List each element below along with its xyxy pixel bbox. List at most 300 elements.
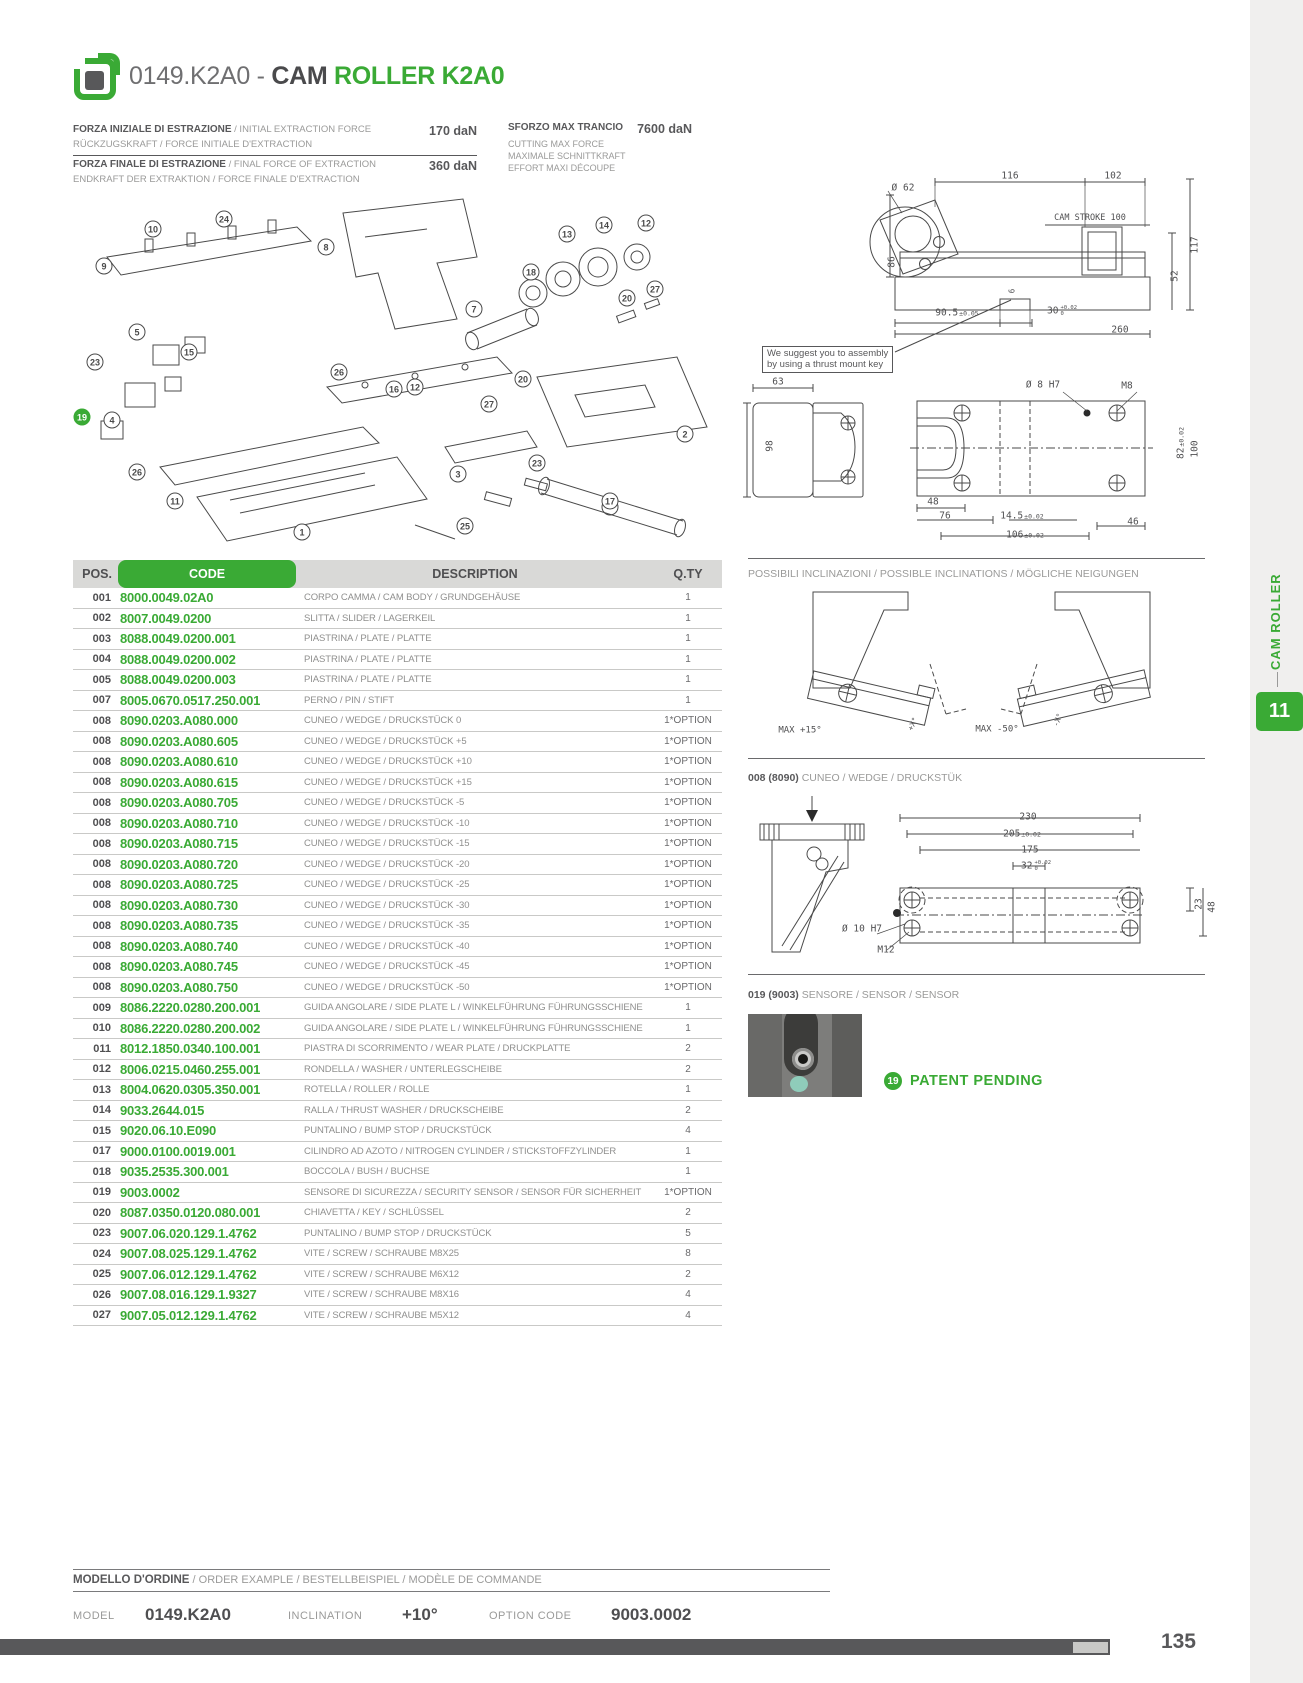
- cell-qty: 1*OPTION: [664, 920, 712, 932]
- cell-code: 9007.05.012.129.1.4762: [120, 1307, 257, 1323]
- cell-qty: 1: [685, 633, 691, 645]
- cell-qty: 1: [685, 1145, 691, 1157]
- wedge-desc: CUNEO / WEDGE / DRUCKSTÜK: [798, 772, 963, 784]
- section-divider: [748, 558, 1205, 559]
- dimension-label: 63: [772, 376, 784, 388]
- cell-description: PIASTRINA / PLATE / PLATTE: [304, 633, 432, 645]
- cell-qty: 1: [685, 653, 691, 665]
- cell-pos: 026: [92, 1288, 111, 1301]
- cell-description: PERNO / PIN / STIFT: [304, 694, 394, 706]
- page-number: 135: [1160, 1630, 1196, 1653]
- balloon-1: 1: [294, 524, 311, 541]
- order-title-rest: / ORDER EXAMPLE / BESTELLBEISPIEL / MODÈLE DE COMMANDE: [189, 1574, 542, 1586]
- balloon-18: 18: [523, 264, 540, 281]
- cell-qty: 1*OPTION: [664, 899, 712, 911]
- cell-code: 8090.0203.A080.705: [120, 795, 238, 811]
- option-code-label: OPTION CODE: [489, 1610, 572, 1622]
- cell-pos: 018: [92, 1165, 111, 1178]
- table-row: [73, 1142, 722, 1163]
- balloon-27: 27: [647, 281, 664, 298]
- balloon-26: 26: [129, 464, 146, 481]
- col-header-pos: POS.: [82, 567, 112, 581]
- dimension-label: 205±0.02: [1003, 828, 1041, 840]
- cell-code: 9033.2644.015: [120, 1102, 205, 1118]
- cell-pos: 007: [92, 694, 111, 707]
- cell-description: CUNEO / WEDGE / DRUCKSTÜCK 0: [304, 715, 462, 727]
- cell-pos: 005: [92, 673, 111, 686]
- tolerance-label: ±0.02: [1021, 830, 1041, 839]
- dimension-label: MAX +15°: [778, 725, 822, 736]
- page-title: [129, 62, 504, 91]
- table-row: [73, 1203, 722, 1224]
- cell-pos: 008: [92, 735, 111, 748]
- dimension-label: Ø 10 H7: [841, 923, 883, 935]
- cell-code: 8088.0049.0200.002: [120, 651, 236, 667]
- cell-description: SENSORE DI SICUREZZA / SECURITY SENSOR / SENSOR FÜR SICHERHEIT: [304, 1186, 642, 1198]
- section-divider: [748, 758, 1205, 759]
- table-row: [73, 1306, 722, 1327]
- cell-code: 8090.0203.A080.745: [120, 959, 238, 975]
- cell-qty: 1: [685, 592, 691, 604]
- cell-code: 9007.08.016.129.1.9327: [120, 1287, 257, 1303]
- wedge-plate-drawing: [895, 810, 1218, 950]
- cell-pos: 008: [92, 817, 111, 830]
- dimension-label: 6: [1007, 288, 1017, 294]
- table-row: [73, 650, 722, 671]
- cell-code: 9003.0002: [120, 1184, 180, 1200]
- cell-description: CUNEO / WEDGE / DRUCKSTÜCK -45: [304, 961, 470, 973]
- cell-pos: 024: [92, 1247, 111, 1260]
- dimension-label: 175: [1021, 844, 1039, 856]
- cell-pos: 017: [92, 1145, 111, 1158]
- balloon-23: 23: [87, 354, 104, 371]
- cell-pos: 004: [92, 653, 111, 666]
- table-row: [73, 793, 722, 814]
- cutting-label: SFORZO MAX TRANCIO: [508, 122, 623, 133]
- side-strip: [1250, 0, 1303, 1683]
- table-row: [73, 1265, 722, 1286]
- table-row: [73, 609, 722, 630]
- spec-label-rest: / INITIAL EXTRACTION FORCE: [231, 124, 372, 135]
- order-example-row: [73, 1597, 830, 1627]
- inclination-right-drawing: [975, 588, 1180, 738]
- cell-code: 8005.0670.0517.250.001: [120, 692, 261, 708]
- cell-qty: 1: [685, 612, 691, 624]
- dimension-label: 76: [939, 510, 951, 522]
- cell-qty: 1: [685, 1002, 691, 1014]
- table-row: [73, 896, 722, 917]
- balloon-2: 2: [677, 426, 694, 443]
- cell-qty: 1*OPTION: [664, 858, 712, 870]
- tolerance-label: ±0.05: [959, 309, 979, 318]
- cutting-line: CUTTING MAX FORCE: [508, 139, 604, 150]
- cell-description: CUNEO / WEDGE / DRUCKSTÜCK -10: [304, 817, 470, 829]
- order-example: [73, 1569, 830, 1627]
- cell-description: VITE / SCREW / SCHRAUBE M8X25: [304, 1248, 459, 1260]
- cell-code: 9007.06.020.129.1.4762: [120, 1225, 257, 1241]
- table-row: [73, 1244, 722, 1265]
- inclination-left-drawing: [788, 588, 958, 738]
- cell-qty: 1: [685, 674, 691, 686]
- table-row: [73, 1285, 722, 1306]
- cell-qty: 1*OPTION: [664, 940, 712, 952]
- cell-description: GUIDA ANGOLARE / SIDE PLATE L / WINKELFÜHRUNG FÜHRUNGSSCHIENE: [304, 1002, 643, 1014]
- balloon-4: 4: [104, 412, 121, 429]
- cell-code: 8012.1850.0340.100.001: [120, 1041, 261, 1057]
- table-row: [73, 916, 722, 937]
- cell-qty: 1: [685, 1022, 691, 1034]
- balloon-11: 11: [167, 493, 184, 510]
- tolerance-stack: +0.02 0: [1034, 859, 1052, 872]
- order-title-bold: MODELLO D'ORDINE: [73, 1574, 190, 1586]
- initial-force-row: [73, 121, 477, 156]
- cell-pos: 008: [92, 755, 111, 768]
- cell-description: CHIAVETTA / KEY / SCHLÜSSEL: [304, 1207, 444, 1219]
- dimension-label: 98: [764, 440, 776, 452]
- cell-description: CUNEO / WEDGE / DRUCKSTÜCK -15: [304, 838, 470, 850]
- dimension-label: 46: [1127, 516, 1139, 528]
- cell-pos: 008: [92, 878, 111, 891]
- dimension-label: 260: [1111, 324, 1129, 336]
- cell-code: 9000.0100.0019.001: [120, 1143, 236, 1159]
- cell-pos: 008: [92, 960, 111, 973]
- cell-qty: 1*OPTION: [664, 1186, 712, 1198]
- cell-code: 8007.0049.0200: [120, 610, 212, 626]
- patent-pending-label: PATENT PENDING: [910, 1073, 1043, 1089]
- cell-qty: 1*OPTION: [664, 715, 712, 727]
- dimension-label: 106±0.02: [1006, 529, 1044, 541]
- table-row: [73, 732, 722, 753]
- table-row: [73, 855, 722, 876]
- cell-qty: 5: [685, 1227, 691, 1239]
- cell-code: 8090.0203.A080.735: [120, 918, 238, 934]
- model-value: 0149.K2A0: [145, 1605, 232, 1624]
- balloon-14: 14: [596, 217, 613, 234]
- cell-code: 8090.0203.A080.750: [120, 979, 238, 995]
- brand-logo-icon: [72, 56, 118, 102]
- cell-qty: 1*OPTION: [664, 797, 712, 809]
- spec-label-rest: / FINAL FORCE OF EXTRACTION: [225, 159, 377, 171]
- cell-code: 9007.06.012.129.1.4762: [120, 1266, 257, 1282]
- section-divider: [748, 974, 1205, 975]
- wedge-pos: 008 (8090): [748, 772, 799, 784]
- cell-code: 8088.0049.0200.001: [120, 631, 236, 647]
- assembly-note: [762, 346, 893, 373]
- table-row: [73, 629, 722, 650]
- cell-code: 8086.2220.0280.200.001: [120, 1000, 261, 1016]
- cell-pos: 012: [92, 1063, 111, 1076]
- dimension-label: 23: [1193, 898, 1205, 910]
- cell-description: CUNEO / WEDGE / DRUCKSTÜCK -50: [304, 981, 470, 993]
- dimension-label: 86: [886, 256, 898, 268]
- cell-qty: 1: [685, 694, 691, 706]
- dimension-label: 230: [1019, 811, 1037, 823]
- dimension-label: +X°: [905, 715, 920, 732]
- cell-description: SLITTA / SLIDER / LAGERKEIL: [304, 612, 436, 624]
- cell-description: PIASTRINA / PLATE / PLATTE: [304, 653, 432, 665]
- cell-description: VITE / SCREW / SCHRAUBE M5X12: [304, 1309, 459, 1321]
- cell-description: CUNEO / WEDGE / DRUCKSTÜCK -35: [304, 920, 470, 932]
- tolerance-label: ±0.02: [1024, 531, 1044, 540]
- cell-code: 8087.0350.0120.080.001: [120, 1205, 261, 1221]
- title-model: ROLLER K2A0: [334, 62, 505, 90]
- cell-pos: 008: [92, 919, 111, 932]
- balloon-3: 3: [450, 466, 467, 483]
- balloon-12: 12: [407, 379, 424, 396]
- table-row: [73, 1019, 722, 1040]
- sensor-photo: [748, 1014, 862, 1097]
- cell-pos: 002: [92, 612, 111, 625]
- section-tab: 11: [1256, 692, 1303, 731]
- cell-qty: 2: [685, 1043, 691, 1055]
- cell-code: 9020.06.10.E090: [120, 1123, 217, 1139]
- table-row: [73, 1101, 722, 1122]
- cell-qty: 1: [685, 1084, 691, 1096]
- cell-code: 8090.0203.A080.710: [120, 815, 238, 831]
- dimension-label: MAX -50°: [975, 724, 1019, 735]
- cell-description: PIASTRA DI SCORRIMENTO / WEAR PLATE / DRUCKPLATTE: [304, 1043, 571, 1055]
- cell-pos: 020: [92, 1206, 111, 1219]
- title-cam: CAM: [271, 62, 335, 90]
- balloon-25: 25: [457, 518, 474, 535]
- cell-code: 8086.2220.0280.200.002: [120, 1020, 261, 1036]
- table-row: [73, 1224, 722, 1245]
- cutting-value: 7600 daN: [637, 122, 692, 136]
- cell-qty: 4: [685, 1125, 691, 1137]
- dimension-label: CAM STROKE 100: [1054, 212, 1126, 223]
- cell-description: PIASTRINA / PLATE / PLATTE: [304, 674, 432, 686]
- cell-description: PUNTALINO / BUMP STOP / DRUCKSTÜCK: [304, 1125, 492, 1137]
- sensor-desc: SENSORE / SENSOR / SENSOR: [798, 989, 960, 1001]
- cell-pos: 010: [92, 1022, 111, 1035]
- cell-qty: 1: [685, 1166, 691, 1178]
- spec-label-line2: RÜCKZUGSKRAFT / FORCE INITIALE D'EXTRACTION: [73, 138, 313, 150]
- footer-accent-square: [1073, 1642, 1108, 1653]
- tolerance-stack: +0.02 0: [1060, 304, 1078, 317]
- cell-pos: 008: [92, 899, 111, 912]
- balloon-13: 13: [559, 226, 576, 243]
- dimension-label: Ø 8 H7: [1025, 379, 1061, 391]
- cell-qty: 1*OPTION: [664, 879, 712, 891]
- dimension-label: 14.5±0.02: [1000, 510, 1044, 522]
- parts-table: [73, 588, 722, 1326]
- cell-description: VITE / SCREW / SCHRAUBE M8X16: [304, 1289, 459, 1301]
- table-row: [73, 588, 722, 609]
- cell-code: 8088.0049.0200.003: [120, 672, 236, 688]
- cell-pos: 025: [92, 1268, 111, 1281]
- model-label: MODEL: [73, 1610, 115, 1622]
- cell-description: CUNEO / WEDGE / DRUCKSTÜCK +5: [304, 735, 467, 747]
- note-leader-line: [893, 296, 1015, 356]
- cell-pos: 008: [92, 981, 111, 994]
- cell-qty: 2: [685, 1063, 691, 1075]
- cutting-force-spec: [508, 121, 692, 174]
- cell-pos: 027: [92, 1309, 111, 1322]
- footer-bar: [0, 1639, 1110, 1655]
- sidebar-separator: [1277, 672, 1278, 687]
- cell-description: CUNEO / WEDGE / DRUCKSTÜCK -5: [304, 797, 465, 809]
- inclination-value: +10°: [402, 1605, 438, 1624]
- cell-code: 8090.0203.A080.720: [120, 856, 238, 872]
- cell-description: CUNEO / WEDGE / DRUCKSTÜCK -40: [304, 940, 470, 952]
- cell-qty: 1*OPTION: [664, 756, 712, 768]
- cell-description: CUNEO / WEDGE / DRUCKSTÜCK -25: [304, 879, 470, 891]
- balloon-27: 27: [481, 396, 498, 413]
- cell-qty: 2: [685, 1104, 691, 1116]
- cell-pos: 008: [92, 837, 111, 850]
- cell-qty: 2: [685, 1268, 691, 1280]
- note-line: by using a thrust mount key: [767, 359, 884, 371]
- balloon-7: 7: [466, 301, 483, 318]
- patent-pos-badge: 19: [884, 1072, 902, 1090]
- table-row: [73, 978, 722, 999]
- wedge-heading: [748, 772, 962, 784]
- cell-pos: 019: [92, 1186, 111, 1199]
- cell-qty: 1*OPTION: [664, 961, 712, 973]
- option-code-value: 9003.0002: [611, 1605, 692, 1624]
- table-row: [73, 814, 722, 835]
- table-row: [73, 670, 722, 691]
- cell-qty: 4: [685, 1309, 691, 1321]
- dimension-label: -X°: [1051, 712, 1065, 728]
- final-force-row: [73, 156, 477, 190]
- balloon-17: 17: [602, 493, 619, 510]
- table-header: [73, 560, 722, 588]
- cell-pos: 003: [92, 632, 111, 645]
- cell-qty: 2: [685, 1207, 691, 1219]
- cell-qty: 1*OPTION: [664, 981, 712, 993]
- initial-force-value: 170 daN: [429, 124, 477, 138]
- balloon-19: 19: [74, 409, 91, 426]
- cell-description: CUNEO / WEDGE / DRUCKSTÜCK -30: [304, 899, 470, 911]
- cell-description: ROTELLA / ROLLER / ROLLE: [304, 1084, 430, 1096]
- table-row: [73, 1183, 722, 1204]
- tolerance-label: ±0.02: [1024, 512, 1044, 521]
- cell-description: CUNEO / WEDGE / DRUCKSTÜCK +15: [304, 776, 472, 788]
- cell-code: 8000.0049.02A0: [120, 590, 214, 606]
- inclinations-heading: POSSIBILI INCLINAZIONI / POSSIBLE INCLINATIONS / MÖGLICHE NEIGUNGEN: [748, 568, 1139, 580]
- order-example-title: [73, 1569, 830, 1592]
- cell-code: 8090.0203.A080.605: [120, 733, 238, 749]
- cell-pos: 008: [92, 776, 111, 789]
- table-row: [73, 957, 722, 978]
- dimension-label: 52: [1169, 270, 1181, 282]
- cell-code: 8090.0203.A080.610: [120, 754, 238, 770]
- cell-qty: 4: [685, 1289, 691, 1301]
- table-row: [73, 752, 722, 773]
- table-row: [73, 875, 722, 896]
- balloon-20: 20: [515, 371, 532, 388]
- balloon-10: 10: [145, 221, 162, 238]
- col-header-qty: Q.TY: [673, 567, 703, 581]
- cell-pos: 008: [92, 858, 111, 871]
- cell-description: CORPO CAMMA / CAM BODY / GRUNDGEHÄUSE: [304, 592, 521, 604]
- cell-code: 9035.2535.300.001: [120, 1164, 229, 1180]
- col-header-description: DESCRIPTION: [432, 567, 518, 581]
- dimension-label: Ø 62: [891, 182, 915, 194]
- cell-pos: 008: [92, 796, 111, 809]
- dimension-label: 90.5±0.05: [935, 307, 979, 319]
- balloon-26: 26: [331, 364, 348, 381]
- cell-code: 8090.0203.A080.715: [120, 836, 238, 852]
- dimension-label: 48: [927, 496, 939, 508]
- table-row: [73, 1060, 722, 1081]
- cell-pos: 023: [92, 1227, 111, 1240]
- cutting-line: EFFORT MAXI DÉCOUPE: [508, 162, 616, 173]
- cell-description: CILINDRO AD AZOTO / NITROGEN CYLINDER / STICKSTOFFZYLINDER: [304, 1145, 617, 1157]
- table-row: [73, 691, 722, 712]
- cell-description: CUNEO / WEDGE / DRUCKSTÜCK +10: [304, 756, 472, 768]
- sensor-pos: 019 (9003): [748, 989, 799, 1001]
- dimension-label: 48: [1206, 901, 1218, 913]
- cell-code: 8090.0203.A080.725: [120, 877, 238, 893]
- tolerance-label: ±0.02: [1177, 426, 1186, 447]
- table-row: [73, 937, 722, 958]
- balloon-20: 20: [619, 290, 636, 307]
- cell-description: PUNTALINO / BUMP STOP / DRUCKSTÜCK: [304, 1227, 492, 1239]
- dimension-label: 100: [1189, 440, 1201, 458]
- dimension-label: 117: [1189, 236, 1201, 254]
- cell-pos: 008: [92, 714, 111, 727]
- balloon-15: 15: [181, 344, 198, 361]
- table-row: [73, 1121, 722, 1142]
- cell-pos: 008: [92, 940, 111, 953]
- spec-label-line2: ENDKRAFT DER EXTRAKTION / FORCE FINALE D'EXTRACTION: [73, 173, 360, 185]
- table-row: [73, 998, 722, 1019]
- cell-code: 8090.0203.A080.000: [120, 713, 238, 729]
- dimension-label: M8: [1121, 380, 1133, 392]
- balloon-8: 8: [318, 239, 335, 256]
- cell-pos: 001: [92, 591, 111, 604]
- cell-code: 8090.0203.A080.730: [120, 897, 238, 913]
- cell-qty: 8: [685, 1248, 691, 1260]
- cell-code: 8004.0620.0305.350.001: [120, 1082, 261, 1098]
- extraction-force-specs: [73, 121, 477, 191]
- table-row: [73, 773, 722, 794]
- dimension-label: M12: [877, 944, 895, 956]
- cell-description: GUIDA ANGOLARE / SIDE PLATE L / WINKELFÜHRUNG FÜHRUNGSSCHIENE: [304, 1022, 643, 1034]
- cell-description: VITE / SCREW / SCHRAUBE M6X12: [304, 1268, 459, 1280]
- table-row: [73, 1039, 722, 1060]
- cell-description: CUNEO / WEDGE / DRUCKSTÜCK -20: [304, 858, 470, 870]
- col-header-code: CODE: [118, 560, 296, 588]
- cell-pos: 015: [92, 1124, 111, 1137]
- dimension-label: 102: [1104, 170, 1122, 182]
- cell-code: 8006.0215.0460.255.001: [120, 1061, 261, 1077]
- cell-description: BOCCOLA / BUSH / BUCHSE: [304, 1166, 430, 1178]
- balloon-24: 24: [216, 211, 233, 228]
- cell-pos: 014: [92, 1104, 111, 1117]
- dimension-label: 30 +0.02 0: [1046, 304, 1078, 317]
- cell-qty: 1*OPTION: [664, 735, 712, 747]
- cell-description: RONDELLA / WASHER / UNTERLEGSCHEIBE: [304, 1063, 502, 1075]
- note-line: We suggest you to assembly: [767, 348, 889, 359]
- cell-qty: 1*OPTION: [664, 838, 712, 850]
- table-row: [73, 711, 722, 732]
- cell-description: RALLA / THRUST WASHER / DRUCKSCHEIBE: [304, 1104, 504, 1116]
- balloon-16: 16: [386, 381, 403, 398]
- inclination-label: INCLINATION: [288, 1610, 363, 1622]
- cutting-line: MAXIMALE SCHNITTKRAFT: [508, 150, 626, 161]
- cell-qty: 1*OPTION: [664, 776, 712, 788]
- cell-pos: 011: [93, 1042, 111, 1055]
- spec-label-bold: FORZA INIZIALE DI ESTRAZIONE: [73, 124, 232, 135]
- sensor-heading: [748, 989, 959, 1001]
- table-row: [73, 1162, 722, 1183]
- cell-pos: 013: [92, 1083, 111, 1096]
- balloon-5: 5: [129, 324, 146, 341]
- spec-label-bold: FORZA FINALE DI ESTRAZIONE: [73, 159, 226, 171]
